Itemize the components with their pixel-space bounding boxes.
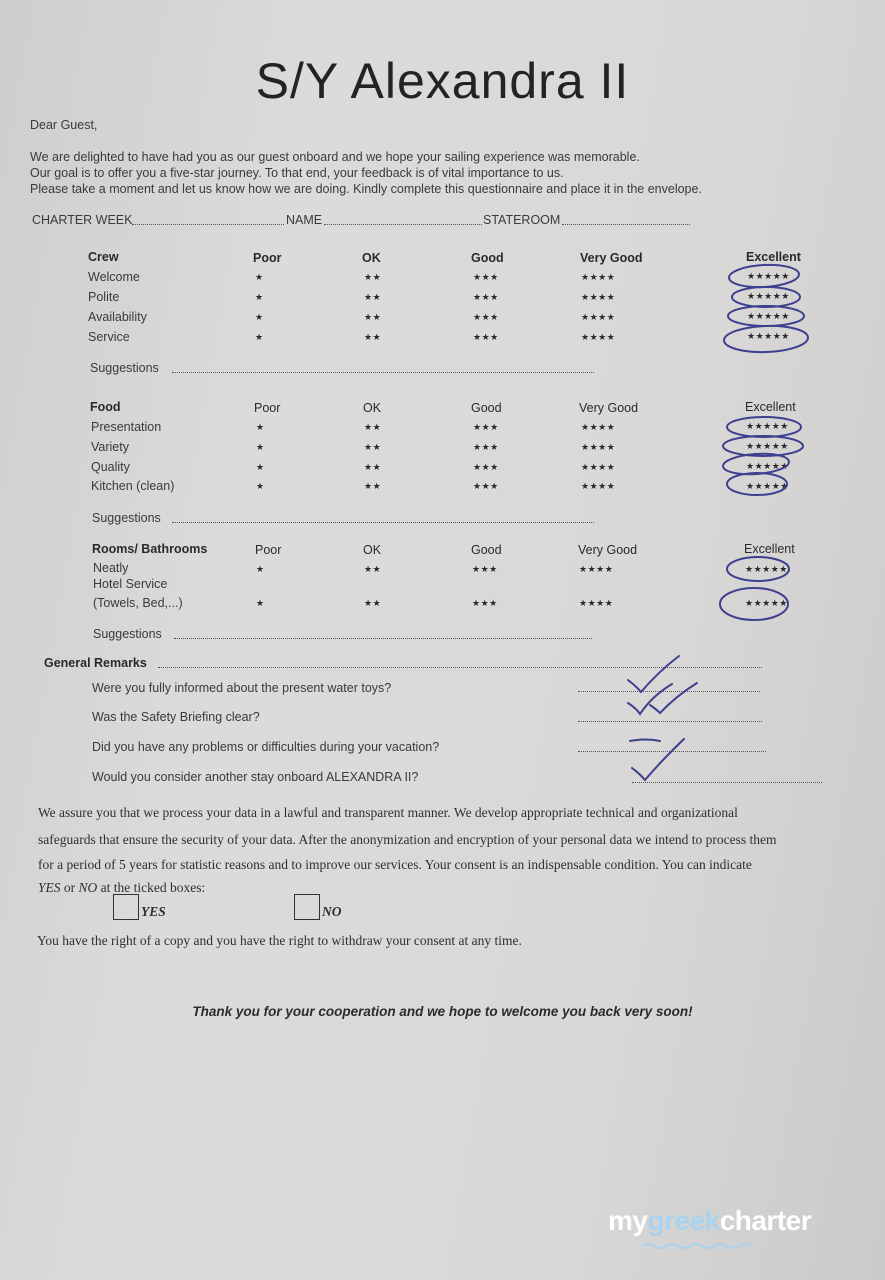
rating-excellent[interactable]: ★★★★★ [747, 311, 790, 321]
rating-ok[interactable]: ★★ [364, 442, 382, 452]
col-good: Good [471, 543, 502, 557]
charter-week-label: CHARTER WEEK [32, 213, 133, 227]
col-good: Good [471, 251, 504, 265]
rating-poor[interactable]: ★ [256, 481, 265, 491]
col-excellent: Excellent [745, 400, 796, 414]
col-ok: OK [363, 543, 382, 557]
rating-excellent[interactable]: ★★★★★ [746, 481, 789, 491]
section-title-crew: Crew [88, 250, 119, 264]
rating-ok[interactable]: ★★ [364, 422, 382, 432]
stateroom-field[interactable] [562, 214, 690, 225]
name-field[interactable] [324, 214, 482, 225]
rating-poor[interactable]: ★ [256, 598, 265, 608]
rating-good[interactable]: ★★★ [472, 564, 498, 574]
item-availability: Availability [88, 310, 147, 324]
rating-ok[interactable]: ★★ [364, 332, 382, 342]
rating-ok[interactable]: ★★ [364, 292, 382, 302]
rating-very-good[interactable]: ★★★★ [581, 442, 616, 452]
rating-excellent[interactable]: ★★★★★ [746, 441, 789, 451]
no-checkbox-label: NO [322, 904, 342, 919]
rating-very-good[interactable]: ★★★★ [581, 272, 616, 282]
item-hotel-service-detail: (Towels, Bed,...) [93, 596, 183, 610]
logo-charter: charter [719, 1205, 812, 1236]
rating-good[interactable]: ★★★ [473, 272, 499, 282]
privacy-line: We assure you that we process your data in a lawful and transparent manner. We develop appropriate technical and organizational [38, 805, 738, 820]
col-very-good: Very Good [579, 401, 639, 415]
stateroom-label: STATEROOM [483, 213, 561, 227]
name-label: NAME [286, 213, 323, 227]
col-poor: Poor [253, 251, 282, 265]
no-word: NO [78, 880, 98, 895]
rating-excellent[interactable]: ★★★★★ [745, 598, 788, 608]
rating-ok[interactable]: ★★ [364, 312, 382, 322]
rating-poor[interactable]: ★ [255, 332, 264, 342]
item-quality: Quality [91, 460, 130, 474]
yes-checkbox-label: YES [141, 904, 166, 919]
mygreekcharter-watermark [608, 1205, 811, 1237]
charter-week-field[interactable] [132, 214, 284, 225]
rating-poor[interactable]: ★ [255, 272, 264, 282]
privacy-line: safeguards that ensure the security of your data. After the anonymization and encryption of your personal data we intend to process them [38, 832, 777, 847]
rating-good[interactable]: ★★★ [473, 442, 499, 452]
col-excellent: Excellent [744, 542, 795, 556]
rating-poor[interactable]: ★ [255, 312, 264, 322]
rating-good[interactable]: ★★★ [473, 312, 499, 322]
rating-very-good[interactable]: ★★★★ [581, 481, 616, 491]
col-very-good: Very Good [578, 543, 638, 557]
question-problems: Did you have any problems or difficulties during your vacation? [92, 740, 440, 754]
suggestions-field-food[interactable] [172, 512, 594, 523]
answer-problems[interactable] [578, 741, 766, 752]
rating-poor[interactable]: ★ [256, 564, 265, 574]
rating-poor[interactable]: ★ [256, 462, 265, 472]
intro-line: Our goal is to offer you a five-star journey. To that end, your feedback is of vital importance to us. [30, 166, 564, 180]
item-service: Service [88, 330, 130, 344]
suggestions-field-crew[interactable] [172, 362, 594, 373]
item-variety: Variety [91, 440, 129, 454]
section-title-rooms: Rooms/ Bathrooms [92, 542, 208, 556]
greeting: Dear Guest, [30, 118, 98, 132]
rating-very-good[interactable]: ★★★★ [581, 422, 616, 432]
intro-line: Please take a moment and let us know how we are doing. Kindly complete this questionnaire and place it in the envelope. [30, 182, 702, 196]
item-neatly: Neatly [93, 561, 129, 575]
rating-poor[interactable]: ★ [255, 292, 264, 302]
item-kitchen: Kitchen (clean) [91, 479, 175, 493]
rating-ok[interactable]: ★★ [364, 598, 382, 608]
rating-good[interactable]: ★★★ [473, 481, 499, 491]
suggestions-label: Suggestions [92, 511, 161, 525]
rating-excellent[interactable]: ★★★★★ [745, 564, 788, 574]
rating-very-good[interactable]: ★★★★ [579, 564, 614, 574]
rating-ok[interactable]: ★★ [364, 564, 382, 574]
rating-good[interactable]: ★★★ [473, 292, 499, 302]
rating-very-good[interactable]: ★★★★ [581, 332, 616, 342]
rating-excellent[interactable]: ★★★★★ [747, 331, 790, 341]
intro-line: We are delighted to have had you as our guest onboard and we hope your sailing experience was memorable. [30, 150, 640, 164]
logo-greek: greek [647, 1205, 720, 1236]
suggestions-field-rooms[interactable] [174, 628, 592, 639]
col-excellent: Excellent [746, 250, 801, 264]
intro-paragraph [30, 149, 702, 197]
rating-very-good[interactable]: ★★★★ [581, 462, 616, 472]
question-safety-briefing: Was the Safety Briefing clear? [92, 710, 260, 724]
rating-poor[interactable]: ★ [256, 442, 265, 452]
item-hotel-service: Hotel Service [93, 577, 168, 591]
col-ok: OK [363, 401, 382, 415]
col-ok: OK [362, 251, 381, 265]
rating-excellent[interactable]: ★★★★★ [747, 291, 790, 301]
section-title-food: Food [90, 400, 121, 414]
rating-very-good[interactable]: ★★★★ [581, 312, 616, 322]
general-remarks-title: General Remarks [44, 656, 147, 670]
rating-ok[interactable]: ★★ [364, 272, 382, 282]
col-good: Good [471, 401, 502, 415]
suggestions-label: Suggestions [93, 627, 162, 641]
answer-safety-briefing[interactable] [578, 711, 762, 722]
item-welcome: Welcome [88, 270, 140, 284]
rating-excellent[interactable]: ★★★★★ [746, 421, 789, 431]
consent-rest: at the ticked boxes: [97, 880, 206, 895]
item-presentation: Presentation [91, 420, 162, 434]
col-very-good: Very Good [580, 251, 643, 265]
rating-ok[interactable]: ★★ [364, 481, 382, 491]
rating-excellent[interactable]: ★★★★★ [747, 271, 790, 281]
question-water-toys: Were you fully informed about the present water toys? [92, 681, 392, 695]
privacy-rights: You have the right of a copy and you have the right to withdraw your consent at any time. [37, 933, 522, 948]
col-poor: Poor [255, 543, 282, 557]
rating-ok[interactable]: ★★ [364, 462, 382, 472]
question-another-stay: Would you consider another stay onboard ALEXANDRA II? [92, 770, 419, 784]
privacy-line: for a period of 5 years for statistic reasons and to improve our services. Your consent is an indispensable condition. You can indicate [38, 857, 752, 872]
rating-good[interactable]: ★★★ [472, 598, 498, 608]
no-checkbox[interactable] [294, 894, 320, 920]
rating-good[interactable]: ★★★ [473, 332, 499, 342]
yes-checkbox[interactable] [113, 894, 139, 920]
answer-water-toys[interactable] [578, 681, 760, 692]
rating-excellent[interactable]: ★★★★★ [746, 461, 789, 471]
page-title: S/Y Alexandra II [255, 53, 630, 109]
thank-you-message: Thank you for your cooperation and we hope to welcome you back very soon! [192, 1004, 693, 1019]
suggestions-label: Suggestions [90, 361, 159, 375]
logo-my: my [608, 1205, 648, 1236]
yes-word: YES [38, 880, 61, 895]
rating-poor[interactable]: ★ [256, 422, 265, 432]
col-poor: Poor [254, 401, 281, 415]
general-remarks-field[interactable] [158, 657, 762, 668]
rating-good[interactable]: ★★★ [473, 462, 499, 472]
rating-very-good[interactable]: ★★★★ [581, 292, 616, 302]
rating-good[interactable]: ★★★ [473, 422, 499, 432]
item-polite: Polite [88, 290, 120, 304]
or-word: or [60, 880, 79, 895]
answer-another-stay[interactable] [632, 772, 822, 783]
rating-very-good[interactable]: ★★★★ [579, 598, 614, 608]
